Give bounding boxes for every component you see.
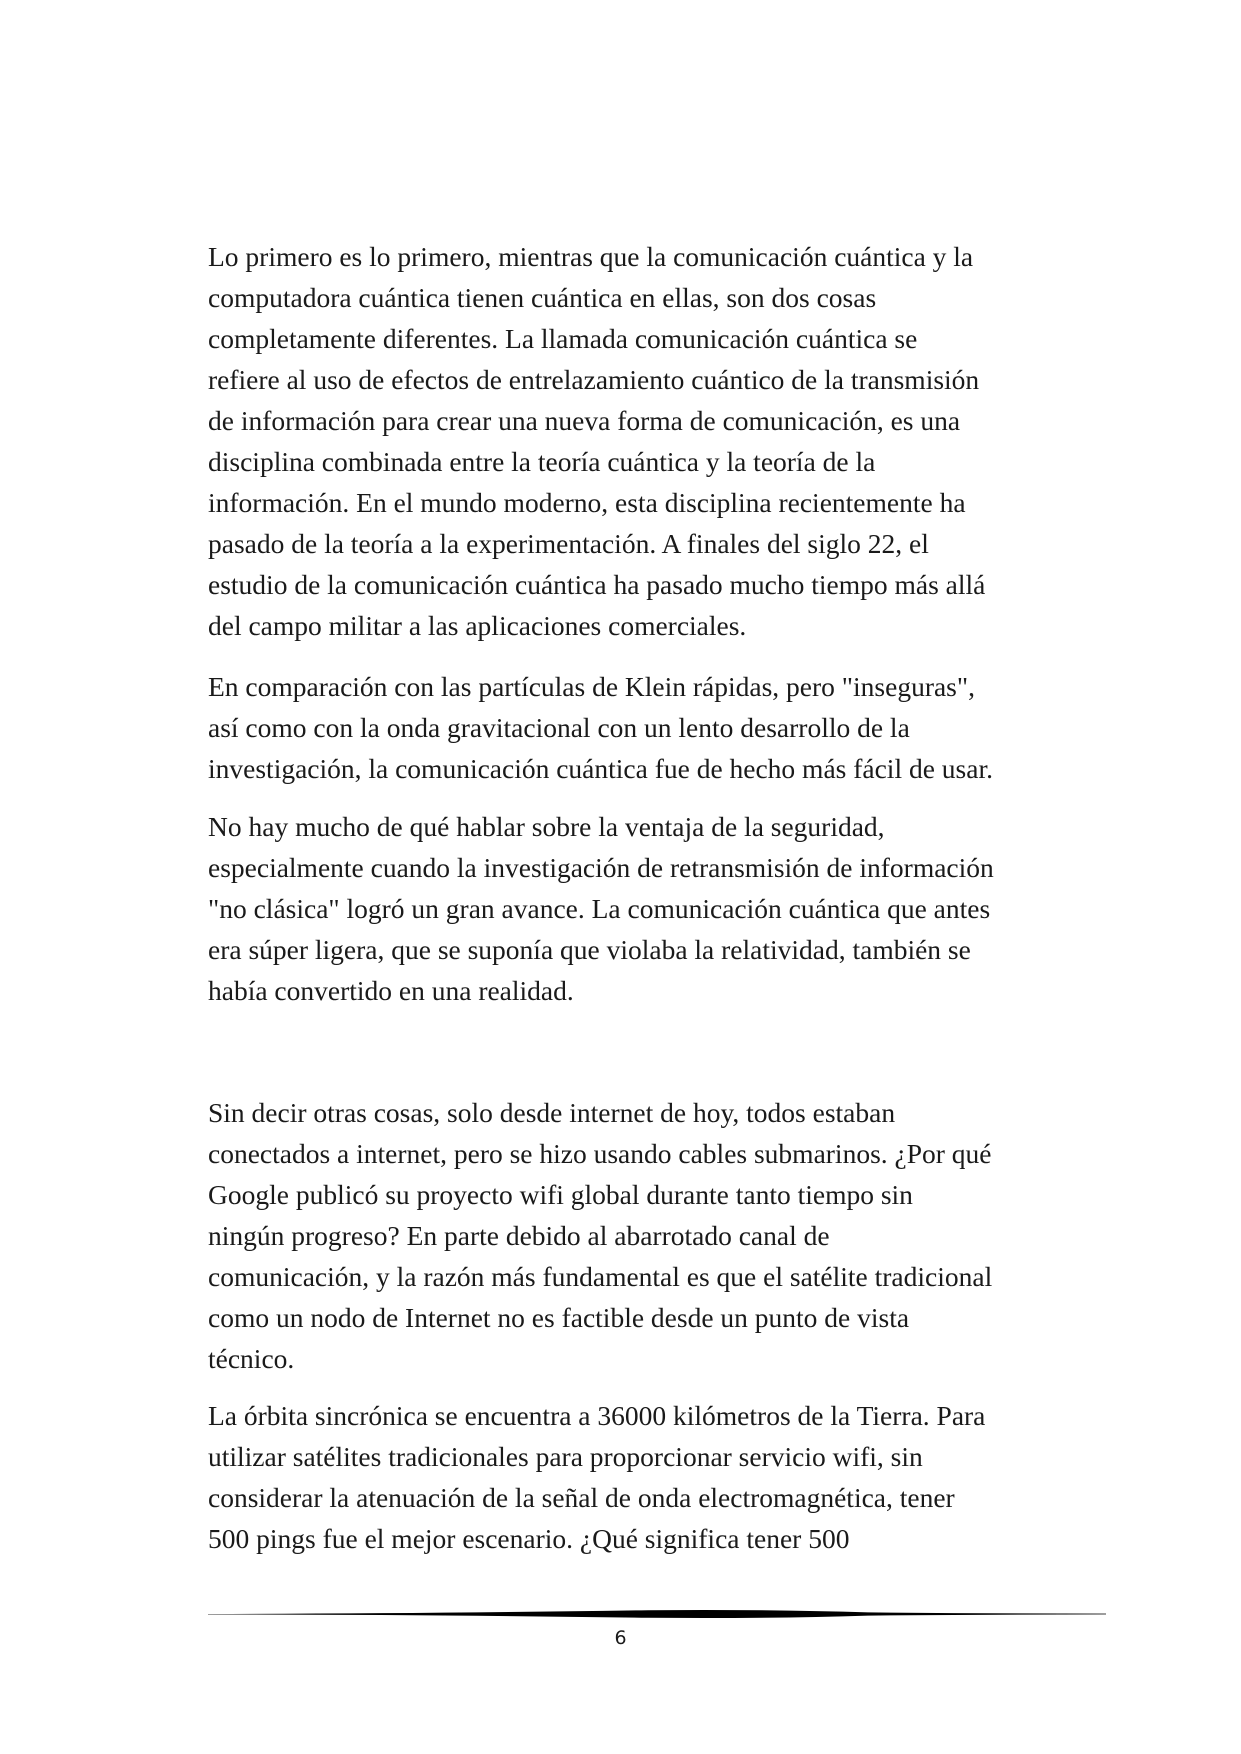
paragraph [208, 806, 1078, 1011]
text-line: estudio de la comunicación cuántica ha pasado mucho tiempo más allá [208, 569, 986, 600]
paragraph [208, 1395, 1078, 1559]
text-line: La órbita sincrónica se encuentra a 36000 kilómetros de la Tierra. Para [208, 1400, 986, 1431]
text-line: En comparación con las partículas de Klein rápidas, pero "inseguras", [208, 671, 975, 702]
text-line: No hay mucho de qué hablar sobre la ventaja de la seguridad, [208, 811, 885, 842]
paragraph-klein-particles [208, 666, 1078, 789]
text-line: había convertido en una realidad. [208, 975, 574, 1006]
text-line: disciplina combinada entre la teoría cuántica y la teoría de la [208, 446, 876, 477]
text-line: Google publicó su proyecto wifi global durante tanto tiempo sin [208, 1179, 913, 1210]
paragraph-security [208, 806, 1078, 1011]
text-line: "no clásica" logró un gran avance. La comunicación cuántica que antes [208, 893, 991, 924]
text-line: técnico. [208, 1343, 295, 1374]
text-line: considerar la atenuación de la señal de onda electromagnética, tener [208, 1482, 955, 1513]
text-line: Lo primero es lo primero, mientras que la comunicación cuántica y la [208, 241, 974, 272]
text-line: utilizar satélites tradicionales para proporcionar servicio wifi, sin [208, 1441, 923, 1472]
text-line: 500 pings fue el mejor escenario. ¿Qué significa tener 500 [208, 1523, 850, 1554]
footer-divider [208, 1607, 1106, 1621]
text-line: así como con la onda gravitacional con un lento desarrollo de la [208, 712, 910, 743]
text-line: de información para crear una nueva forma de comunicación, es una [208, 405, 961, 436]
text-line: conectados a internet, pero se hizo usando cables submarinos. ¿Por qué [208, 1138, 992, 1169]
text-line: investigación, la comunicación cuántica fue de hecho más fácil de usar. [208, 753, 993, 784]
text-line: del campo militar a las aplicaciones comerciales. [208, 610, 747, 641]
paragraph-synchronous-orbit [208, 1395, 1078, 1559]
text-line: refiere al uso de efectos de entrelazamiento cuántico de la transmisión [208, 364, 980, 395]
text-line: era súper ligera, que se suponía que violaba la relatividad, también se [208, 934, 971, 965]
paragraph [208, 666, 1078, 789]
text-line: como un nodo de Internet no es factible desde un punto de vista [208, 1302, 910, 1333]
paragraph-quantum-communication [208, 236, 1078, 646]
paragraph [208, 236, 1078, 646]
paragraph-internet [208, 1092, 1078, 1379]
paragraph [208, 1092, 1078, 1379]
text-line: pasado de la teoría a la experimentación. A finales del siglo 22, el [208, 528, 929, 559]
text-line: completamente diferentes. La llamada comunicación cuántica se [208, 323, 918, 354]
text-line: computadora cuántica tienen cuántica en ellas, son dos cosas [208, 282, 877, 313]
text-line: Sin decir otras cosas, solo desde internet de hoy, todos estaban [208, 1097, 896, 1128]
page-number: 6 [614, 1627, 627, 1649]
text-line: comunicación, y la razón más fundamental es que el satélite tradicional [208, 1261, 993, 1292]
text-line: especialmente cuando la investigación de retransmisión de información [208, 852, 994, 883]
text-line: información. En el mundo moderno, esta disciplina recientemente ha [208, 487, 966, 518]
text-line: ningún progreso? En parte debido al abarrotado canal de [208, 1220, 830, 1251]
